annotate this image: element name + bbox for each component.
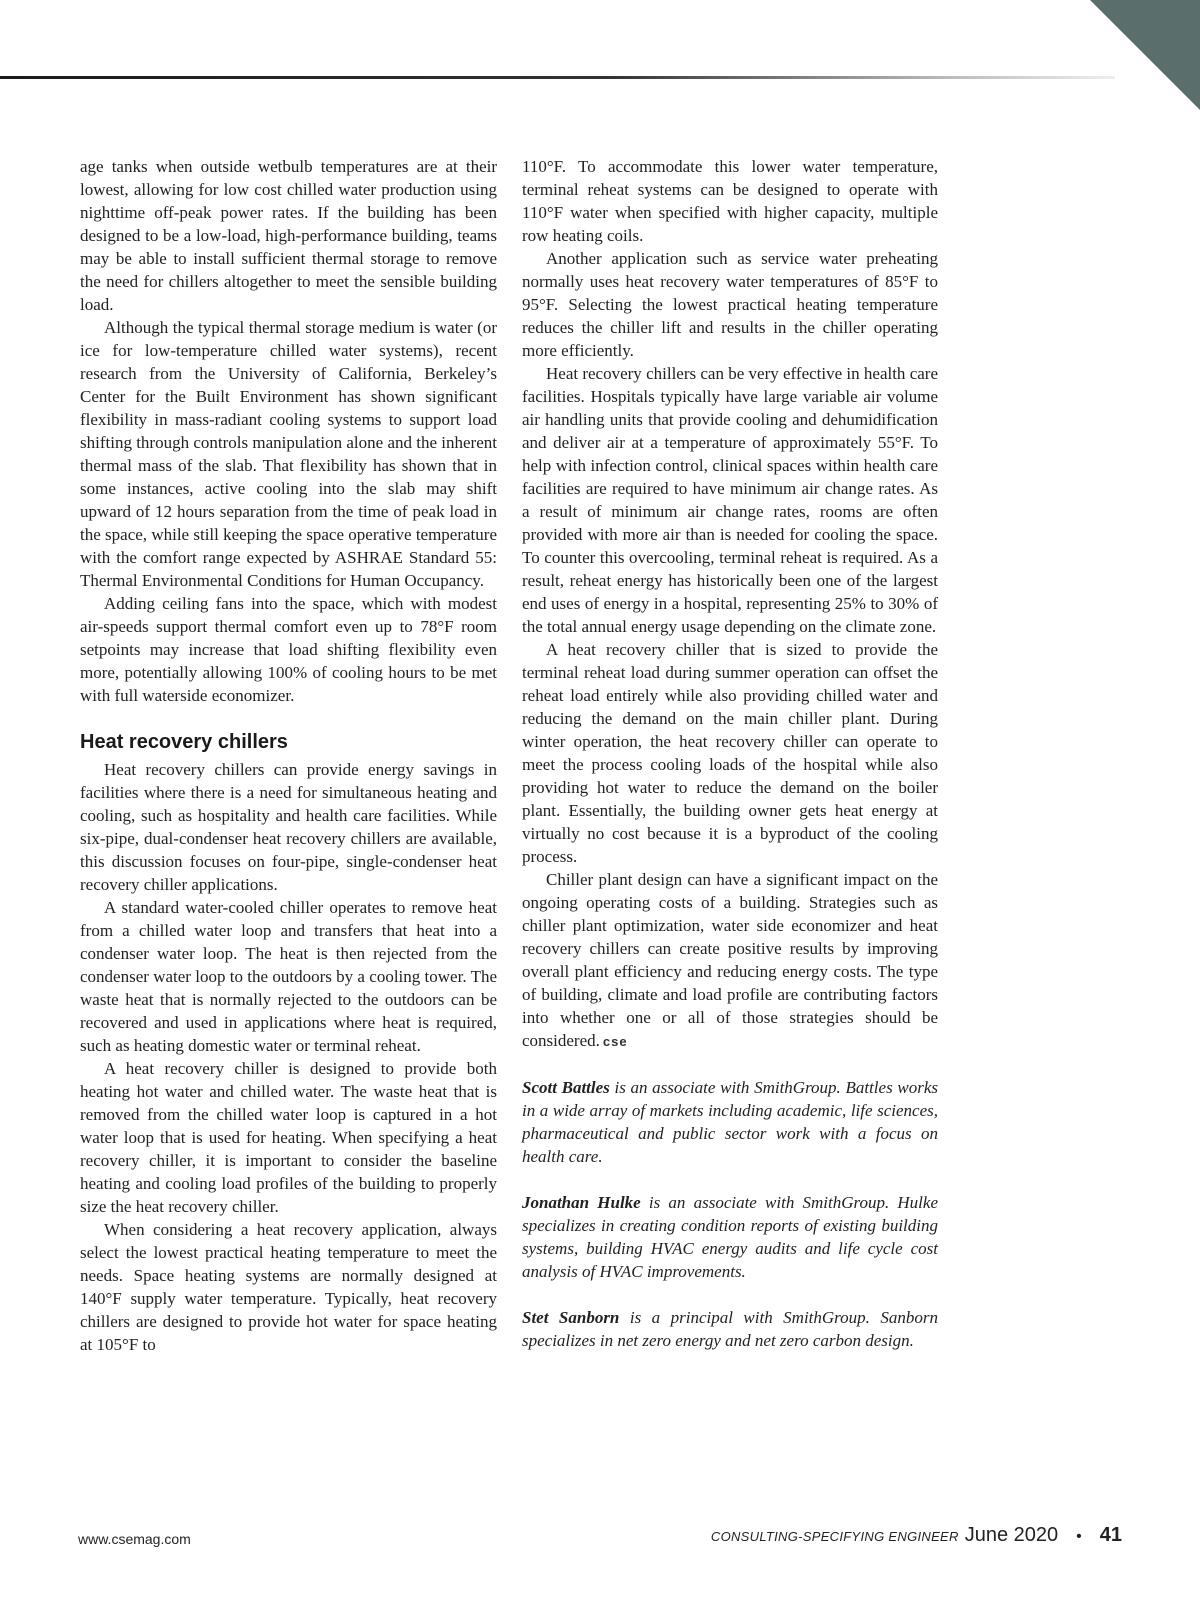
right-column	[522, 155, 938, 1352]
paragraph: When considering a heat recovery application, always select the lowest practical heating temperature to meet the needs. Space heating systems are normally designed at 140°F supply water temperature. Typically, heat recovery chillers are designed to provide hot water for space heating at 105°F to	[80, 1220, 497, 1354]
author-bio	[522, 1191, 938, 1283]
author-bio	[522, 1306, 938, 1352]
paragraph-text: Chiller plant design can have a significant impact on the ongoing operating costs of a building. Strategies such as chiller plant optimization, water side economizer and heat recovery chillers can create positive results by improving overall plant efficiency and reducing energy costs. The type of building, climate and load profile are contributing factors into whether one or all of those strategies should be considered.	[522, 870, 938, 1050]
magazine-name: CONSULTING-SPECIFYING ENGINEER	[710, 1529, 959, 1544]
paragraph: Although the typical thermal storage medium is water (or ice for low-temperature chilled water systems), recent research from the University of California, Berkeley’s Center for the Built Environment has shown significant flexibility in mass-radiant cooling systems to support load shifting through controls manipulation alone and the inherent thermal mass of the slab. That flexibility has shown that in some instances, active cooling into the slab may shift upward of 12 hours separation from the time of peak load in the space, while still keeping the space operative temperature with the comfort range expected by ASHRAE Standard 55: Thermal Environmental Conditions for Human Occupancy.	[80, 318, 497, 590]
bullet-separator: •	[1076, 1528, 1082, 1545]
author-bio	[522, 1076, 938, 1168]
paragraph: Heat recovery chillers can provide energy savings in facilities where there is a need for simultaneous heating and cooling, such as hospitality and health care facilities. While six-pipe, dual-condenser heat recovery chillers are available, this discussion focuses on four-pipe, single-condenser heat recovery chiller applications.	[80, 760, 497, 894]
footer-url[interactable]: www.csemag.com	[78, 1531, 191, 1547]
corner-triangle-decoration	[1090, 0, 1200, 110]
paragraph-last	[522, 868, 938, 1053]
footer-folio	[711, 1524, 1122, 1547]
section-heading: Heat recovery chillers	[80, 731, 288, 753]
paragraph: Adding ceiling fans into the space, which with modest air-speeds support thermal comfort even up to 78°F room setpoints may increase that load shifting flexibility even more, potentially allowing 100% of cooling hours to be met with full waterside economizer.	[80, 594, 497, 705]
paragraph: 110°F. To accommodate this lower water temperature, terminal reheat systems can be designed to operate with 110°F water when specified with higher capacity, multiple row heating coils.	[522, 157, 938, 245]
left-column	[80, 155, 497, 1356]
author-name: Stet Sanborn	[522, 1308, 620, 1327]
end-mark: cse	[602, 1034, 628, 1049]
paragraph: age tanks when outside wetbulb temperatures are at their lowest, allowing for low cost chilled water production using nighttime off-peak power rates. If the building has been designed to be a low-load, high-performance building, teams may be able to install sufficient thermal storage to remove the need for chillers altogether to meet the sensible building load.	[80, 157, 497, 314]
issue-date: June 2020	[964, 1524, 1059, 1546]
paragraph: Heat recovery chillers can be very effective in health care facilities. Hospitals typically have large variable air volume air handling units that provide cooling and dehumidification and deliver air at a temperature of approximately 55°F. To help with infection control, clinical spaces within health care facilities are required to have minimum air change rates. As a result of minimum air change rates, rooms are often provided with more air than is needed for cooling the space. To counter this overcooling, terminal reheat is required. As a result, reheat energy has historically been one of the largest end uses of energy in a hospital, representing 25% to 30% of the total annual energy usage depending on the climate zone.	[522, 364, 938, 636]
paragraph: A heat recovery chiller that is sized to provide the terminal reheat load during summer operation can offset the reheat load entirely while also providing chilled water and reducing the demand on the main chiller plant. During winter operation, the heat recovery chiller can operate to meet the process cooling loads of the hospital while also providing hot water to reduce the demand on the boiler plant. Essentially, the building owner gets heat energy at virtually no cost because it is a byproduct of the cooling process.	[522, 640, 938, 866]
paragraph: Another application such as service water preheating normally uses heat recovery water temperatures of 85°F to 95°F. Selecting the lowest practical heating temperature reduces the chiller lift and results in the chiller operating more efficiently.	[522, 249, 938, 360]
author-name: Scott Battles	[522, 1078, 610, 1097]
paragraph: A heat recovery chiller is designed to provide both heating hot water and chilled water. The waste heat that is removed from the chilled water loop is captured in a hot water loop that is used for heating. When specifying a heat recovery chiller, it is important to consider the baseline heating and cooling load profiles of the building to properly size the heat recovery chiller.	[80, 1059, 497, 1216]
page-number: 41	[1099, 1524, 1122, 1546]
author-name: Jonathan Hulke	[522, 1193, 641, 1212]
author-bio-text: is a principal with SmithGroup. Sanborn specializes in net zero energy and net zero carbon design.	[522, 1308, 938, 1350]
header-rule	[0, 76, 1115, 79]
author-bio-text: is an associate with SmithGroup. Battles works in a wide array of markets including academic, life sciences, pharmaceutical and public sector work with a focus on health care.	[522, 1078, 938, 1166]
author-bio-text: is an associate with SmithGroup. Hulke specializes in creating condition reports of existing building systems, building HVAC energy audits and life cycle cost analysis of HVAC improvements.	[522, 1193, 938, 1281]
paragraph: A standard water-cooled chiller operates to remove heat from a chilled water loop and transfers that heat into a condenser water loop. The heat is then rejected from the condenser water loop to the outdoors by a cooling tower. The waste heat that is normally rejected to the outdoors can be recovered and used in applications where heat is required, such as heating domestic water or terminal reheat.	[80, 898, 497, 1055]
